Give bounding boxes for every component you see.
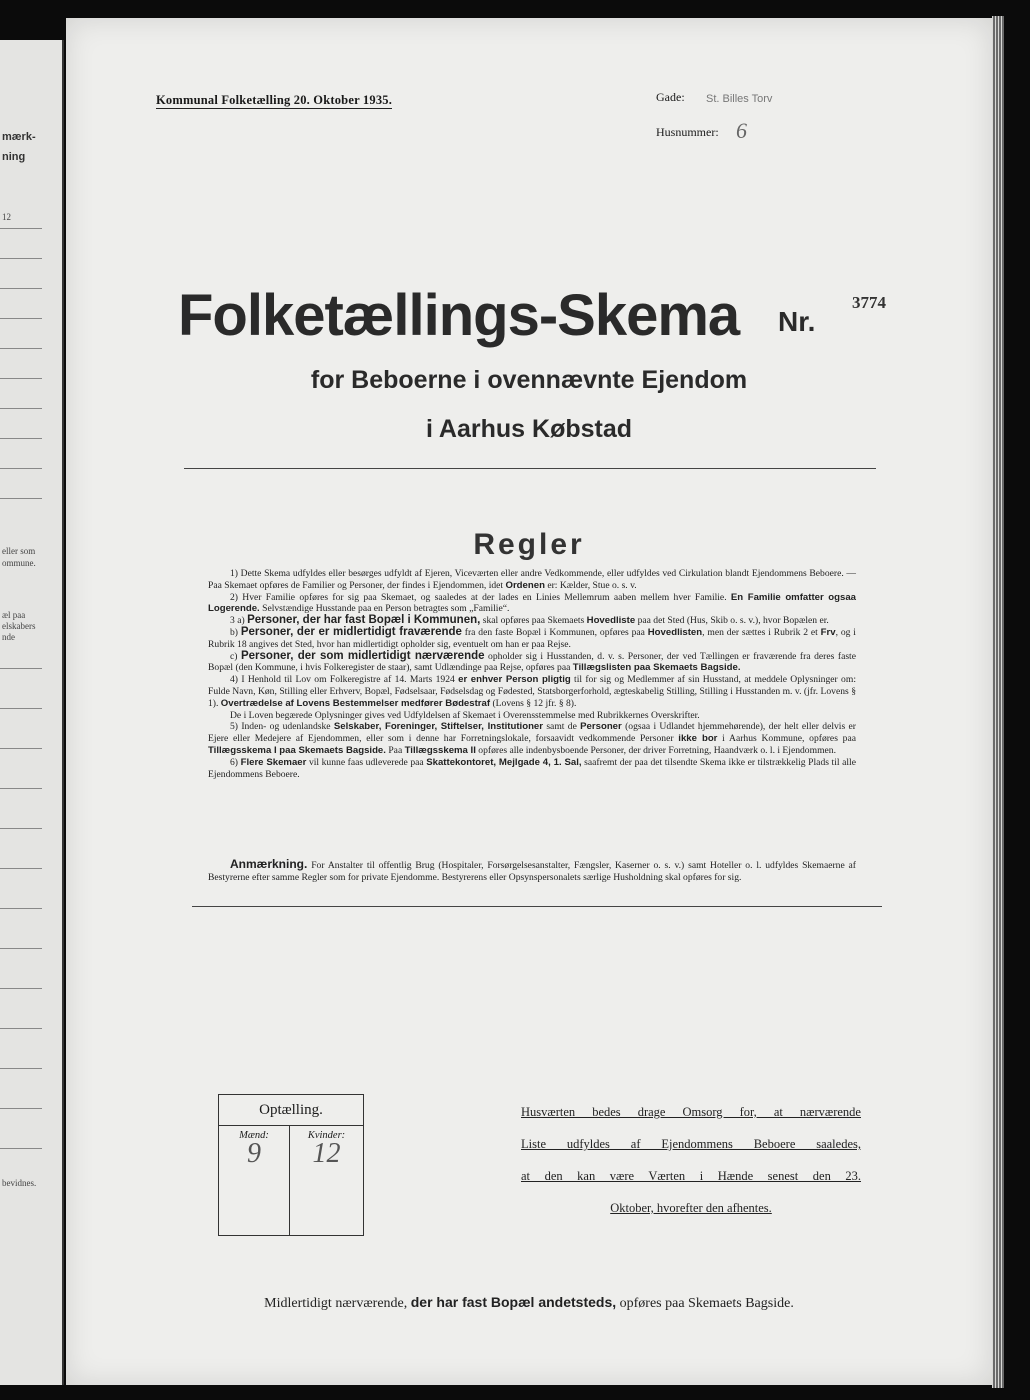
prev-page-text: bevidnes. bbox=[2, 1178, 37, 1188]
prev-page-line bbox=[0, 908, 42, 909]
form-subtitle: for Beboerne i ovennævnte Ejendom bbox=[310, 366, 748, 394]
prev-page-line bbox=[0, 788, 42, 789]
men-count: 9 bbox=[247, 1138, 261, 1169]
street-value: St. Billes Torv bbox=[706, 93, 773, 105]
prev-page-line bbox=[0, 948, 42, 949]
rule-3a: 3 a) Personer, der har fast Bopæl i Kommunen, skal opføres paa Skemaets Hovedliste paa det Sted (Hus, Skib o. s. v.), hvor Bopælen er. bbox=[230, 614, 829, 627]
form-number-value: 3774 bbox=[852, 293, 886, 312]
men-column bbox=[219, 1126, 290, 1235]
prev-page-text: ommune. bbox=[2, 558, 36, 568]
prev-page-line bbox=[0, 408, 42, 409]
women-count: 12 bbox=[312, 1138, 341, 1169]
women-label: Kvinder: bbox=[307, 1130, 346, 1141]
prev-page-line bbox=[0, 498, 42, 499]
prev-page-line bbox=[0, 988, 42, 989]
prev-page-text: mærk- bbox=[2, 131, 36, 143]
count-title: Optælling. bbox=[219, 1095, 363, 1126]
house-number-label: Husnummer: bbox=[656, 125, 719, 139]
prev-page-text: ning bbox=[2, 151, 26, 163]
notice-line: Husværten bedes drage Omsorg for, at nærværende bbox=[521, 1105, 861, 1119]
rule-4b: De i Loven begærede Oplysninger gives ved Udfyldelsen af Skemaet i Overensstemmelse med Rubrikkernes Overskrifter. bbox=[230, 709, 700, 721]
rule-2: 2) Hver Familie opføres for sig paa Skemaet, og saaledes at der lades en Linies Mellemrum aaben mellem hver Familie. En Familie omfatter ogsaa Logerende. Selvstændige Husstande paa en Person betragtes som „Familie“. bbox=[208, 591, 856, 615]
rule-3c: c) Personer, der som midlertidigt nærværende opholder sig i Husstanden, d. v. s. Personer, der ved Tællingen er fraværende fra deres faste Bopæl (den Kommune, i hvis Folkeregister de staar), samt Udlændinge paa Rejse, opføres paa Tillægslisten paa Skemaets Bagside. bbox=[208, 649, 856, 674]
prev-page-line bbox=[0, 708, 42, 709]
notice-line: Oktober, hvorefter den afhentes. bbox=[610, 1201, 772, 1215]
rules-heading: Regler bbox=[473, 528, 585, 561]
form-subtitle-city: i Aarhus Købstad bbox=[425, 415, 633, 443]
prev-page-line bbox=[0, 318, 42, 319]
rules-body bbox=[208, 568, 856, 780]
count-box bbox=[218, 1094, 364, 1236]
men-label: Mænd: bbox=[239, 1130, 269, 1141]
prev-page-line bbox=[0, 828, 42, 829]
rule-5: 5) Inden- og udenlandske Selskaber, Foreninger, Stiftelser, Institutioner samt de Personer (ogsaa i Udlandet hjemmehørende), der helt eller delvis er Ejere eller Medejere af Ejendommen, eller som i denne har Forretningslokale, forsaavidt vedkommende Personer ikke bor i Aarhus Kommune, opføres paa Tillægsskema I paa Skemaets Bagside. Paa Tillægsskema II opføres alle indenbysboende Personer, der driver Forretning, Haandværk o. l. i Ejendommen. bbox=[208, 721, 856, 756]
prev-page-text: nde bbox=[2, 632, 15, 642]
rule-3b: b) Personer, der er midlertidigt fraværende fra den faste Bopæl i Kommunen, opføres paa Hovedlisten, men der sættes i Rubrik 2 et Frv, og i Rubrik 18 angives det Sted, hvor han midlertidigt opholder sig, eventuelt om han er paa Rejse. bbox=[208, 625, 856, 650]
prev-page-line bbox=[0, 668, 42, 669]
notice-line: Liste udfyldes af Ejendommens Beboere saaledes, bbox=[521, 1137, 861, 1151]
divider bbox=[192, 906, 882, 907]
book-page-edges bbox=[992, 16, 1004, 1388]
form-number-label: Nr. bbox=[778, 306, 816, 337]
remark-text: For Anstalter til offentlig Brug (Hospitaler, Forsørgelsesanstalter, Fængsler, Kaserner o. s. v.) samt Hoteller o. l. udfyldes Skemaerne af Bestyrerne efter samme Regler som for private Ejendomme. Bestyrerens eller Opsynspersonalets særlige Husholdning skal opføres for sig. bbox=[208, 860, 856, 883]
divider bbox=[184, 468, 876, 469]
prev-page-text: elskabers bbox=[2, 621, 36, 631]
prev-page-line bbox=[0, 468, 42, 469]
form-title: Folketællings-Skema bbox=[178, 283, 740, 348]
rule-6: 6) Flere Skemaer vil kunne faas udleverede paa Skattekontoret, Mejlgade 4, 1. Sal, saafremt der paa det tilsendte Skema ikke er tilstrækkelig Plads til alle Ejendommens Beboere. bbox=[208, 756, 856, 780]
prev-page-line bbox=[0, 1108, 42, 1109]
prev-page-line bbox=[0, 228, 42, 229]
prev-page-line bbox=[0, 1028, 42, 1029]
prev-page-line bbox=[0, 378, 42, 379]
prev-page-text: 12 bbox=[2, 212, 11, 222]
rule-1: 1) Dette Skema udfyldes eller besørges udfyldt af Ejeren, Viceværten eller andre Vedkommende, eller udfyldes ved Cirkulation blandt Ejendommens Beboere. — Paa Skemaet opføres de Familier og Personer, der findes i Ejendommen, idet Ordenen er: Kælder, Stue o. s. v. bbox=[208, 568, 856, 591]
census-form-page bbox=[66, 18, 992, 1385]
women-column bbox=[290, 1126, 363, 1235]
prev-page-line bbox=[0, 868, 42, 869]
prev-page-line bbox=[0, 348, 42, 349]
house-number-value: 6 bbox=[736, 118, 747, 143]
remark-label: Anmærkning. bbox=[230, 857, 308, 871]
remark bbox=[208, 858, 856, 884]
notice-line: at den kan være Værten i Hænde senest den 23. bbox=[521, 1169, 861, 1183]
prev-page-text: eller som bbox=[2, 546, 36, 556]
prev-page-line bbox=[0, 438, 42, 439]
prev-page-line bbox=[0, 748, 42, 749]
footer-note: Midlertidigt nærværende, der har fast Bopæl andetsteds, opføres paa Skemaets Bagside. bbox=[264, 1294, 794, 1311]
street-label: Gade: bbox=[656, 90, 685, 104]
prev-page-line bbox=[0, 288, 42, 289]
previous-page-strip bbox=[0, 40, 64, 1385]
rule-4: 4) I Henhold til Lov om Folkeregistre af 14. Marts 1924 er enhver Person pligtig til for sig og Medlemmer af sin Husstand, at meddele Oplysninger om: Fulde Navn, Køn, Stilling eller Erhverv, Bopæl, Fødselsaar, Fødselsdag og Fødested, Statsborgerforhold, ægteskabelig Stilling, Stilling i Husstanden m. v. (jfr. Lovens § 1). Overtrædelse af Lovens Bestemmelser medfører Bødestraf (Lovens § 12 jfr. § 8). bbox=[208, 674, 856, 709]
prev-page-line bbox=[0, 1148, 42, 1149]
prev-page-line bbox=[0, 258, 42, 259]
landlord-notice bbox=[521, 1102, 861, 1230]
census-header: Kommunal Folketælling 20. Oktober 1935. bbox=[156, 93, 393, 107]
prev-page-text: æl paa bbox=[2, 610, 26, 620]
prev-page-line bbox=[0, 1068, 42, 1069]
